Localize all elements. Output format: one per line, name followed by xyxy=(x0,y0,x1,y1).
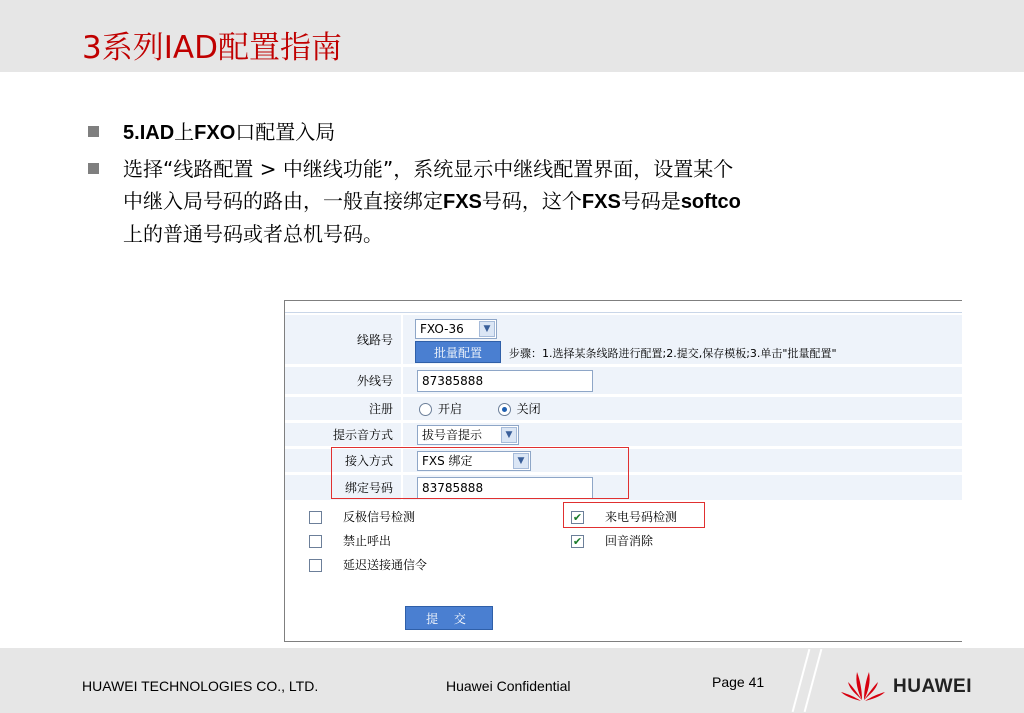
bullet-text: 口配置入局 xyxy=(235,120,336,144)
register-off-label: 关闭 xyxy=(516,402,541,416)
register-label: 注册 xyxy=(285,397,401,420)
register-on-label: 开启 xyxy=(438,402,463,416)
config-screenshot xyxy=(284,300,962,642)
line-select[interactable] xyxy=(415,319,497,339)
bullet-line xyxy=(123,185,968,218)
bullet-text-bold: FXO xyxy=(194,122,236,144)
delay-signal-label: 延迟送接通信令 xyxy=(343,558,428,572)
bullet-line: 上的普通号码或者总机号码。 xyxy=(123,222,383,246)
footer-confidential: Huawei Confidential xyxy=(446,678,571,694)
bullet-text-bold: IAD xyxy=(139,122,175,144)
echo-cancel-checkbox[interactable]: ✔ xyxy=(572,535,583,548)
bullet-text-bold: softco xyxy=(680,191,741,213)
outer-value-cell xyxy=(403,367,962,394)
huawei-logo-icon xyxy=(838,664,888,704)
bind-number-input[interactable]: 83785888 xyxy=(417,477,593,499)
echo-cancel-label: 回音消除 xyxy=(605,534,654,548)
bullet-text: 上 xyxy=(174,120,195,144)
callerid-label: 来电号码检测 xyxy=(605,510,678,524)
panel-top-strip xyxy=(285,301,962,313)
bullet-item xyxy=(88,116,968,149)
bind-label: 绑定号码 xyxy=(285,475,401,500)
bullet-line: 选择“线路配置 > 中继线功能”，系统显示中继线配置界面，设置某个 xyxy=(123,157,734,181)
chevron-down-icon: ▼ xyxy=(501,427,517,443)
bullet-text: 号码是 xyxy=(620,189,681,213)
highlight-box xyxy=(563,502,705,528)
delay-signal-checkbox[interactable] xyxy=(309,559,322,572)
callerid-checkbox[interactable]: ✔ xyxy=(572,511,583,524)
chevron-down-icon: ▼ xyxy=(479,321,495,337)
highlight-box xyxy=(331,447,629,499)
page-title: 3系列IAD配置指南 xyxy=(82,30,342,66)
form-row-outer xyxy=(285,367,962,395)
reverse-polarity-checkbox[interactable] xyxy=(309,511,322,524)
tone-select[interactable] xyxy=(417,425,519,445)
bullet-list xyxy=(88,116,968,254)
batch-config-button[interactable]: 批量配置 xyxy=(415,341,501,363)
submit-button[interactable]: 提 交 xyxy=(405,606,493,630)
bullet-text-bold: 5. xyxy=(123,122,140,144)
page-number: Page 41 xyxy=(712,674,765,690)
chevron-down-icon: ▼ xyxy=(513,453,529,469)
footer-company: HUAWEI TECHNOLOGIES CO., LTD. xyxy=(82,678,319,694)
tone-value-cell xyxy=(403,423,962,446)
line-value-cell xyxy=(403,315,962,364)
bullet-square-icon xyxy=(88,163,99,174)
form-row-register xyxy=(285,397,962,421)
form-row-line xyxy=(285,315,962,365)
access-select-value: FXS 绑定 xyxy=(422,454,473,468)
bullet-text: 中继入局号码的路由，一般直接绑定 xyxy=(123,189,443,213)
register-off-radio[interactable] xyxy=(498,403,511,416)
tone-label: 提示音方式 xyxy=(285,423,401,446)
register-value-cell xyxy=(403,397,962,420)
bullet-item xyxy=(88,153,968,250)
bullet-text: 号码，这个 xyxy=(481,189,582,213)
bullet-text-bold: FXS xyxy=(581,191,621,213)
steps-hint: 步骤：1.选择某条线路进行配置;2.提交,保存模板;3.单击"批量配置" xyxy=(509,347,837,360)
outer-number-input[interactable]: 87385888 xyxy=(417,370,593,392)
form-row-tone xyxy=(285,423,962,447)
reverse-polarity-label: 反极信号检测 xyxy=(343,510,416,524)
forbid-outgoing-label: 禁止呼出 xyxy=(343,534,392,548)
line-label: 线路号 xyxy=(285,315,401,364)
huawei-brand: HUAWEI xyxy=(893,676,972,697)
access-label: 接入方式 xyxy=(285,449,401,472)
bullet-text-bold: FXS xyxy=(443,191,482,213)
line-select-value: FXO-36 xyxy=(420,322,464,336)
forbid-outgoing-checkbox[interactable] xyxy=(309,535,322,548)
bullet-square-icon xyxy=(88,126,99,137)
outer-label: 外线号 xyxy=(285,367,401,394)
register-on-radio[interactable] xyxy=(419,403,432,416)
tone-select-value: 拔号音提示 xyxy=(422,428,483,442)
